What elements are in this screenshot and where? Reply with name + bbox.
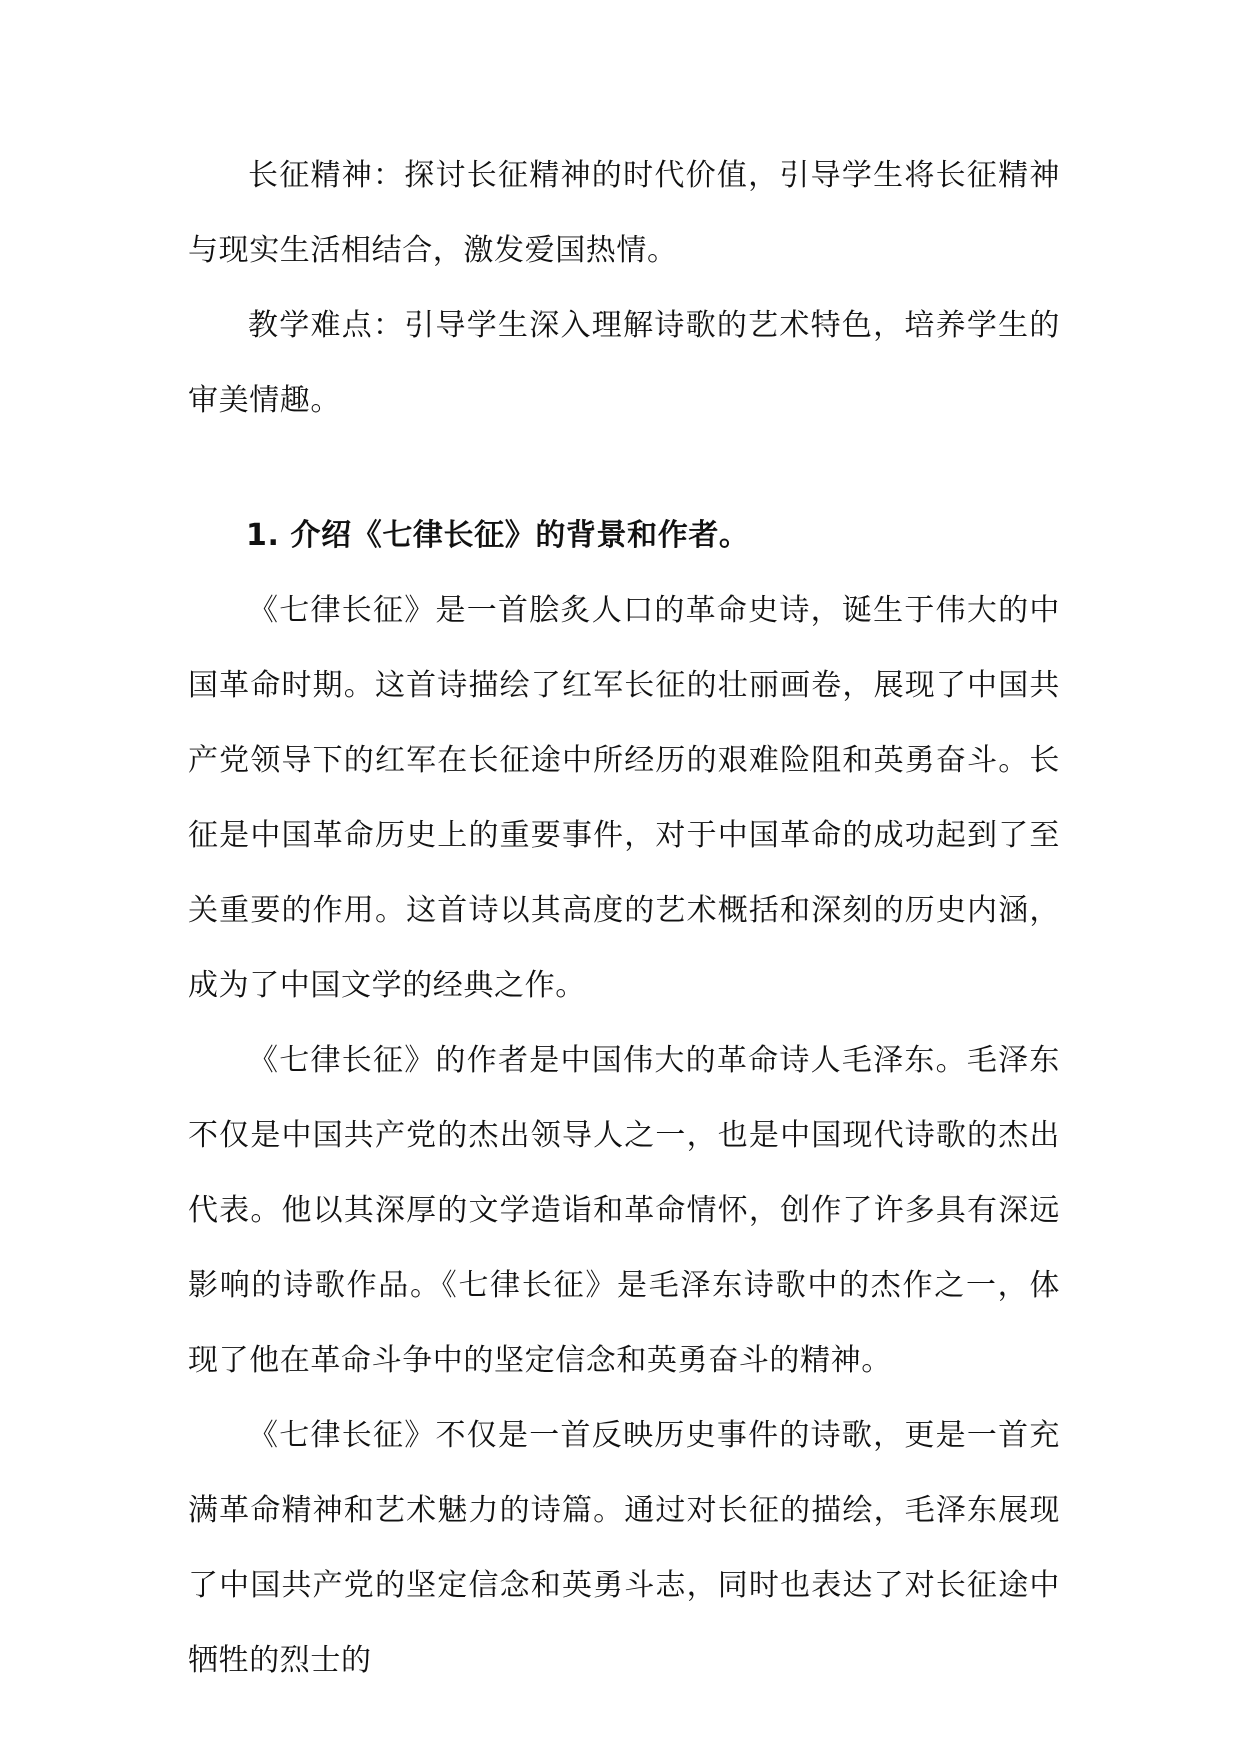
paragraph-background: 《七律长征》是一首脍炙人口的革命史诗，诞生于伟大的中国革命时期。这首诗描绘了红军长征的壮丽画卷，展现了中国共产党领导下的红军在长征途中所经历的艰难险阻和英勇奋斗。长征是中国革命历史上的重要事件，对于中国革命的成功起到了至关重要的作用。这首诗以其高度的艺术概括和深刻的历史内涵，成为了中国文学的经典之作。 [188, 593, 1060, 1003]
paragraph-teaching-difficulty: 教学难点：引导学生深入理解诗歌的艺术特色，培养学生的审美情趣。 [188, 308, 1060, 418]
paragraph-long-march-spirit: 长征精神：探讨长征精神的时代价值，引导学生将长征精神与现实生活相结合，激发爱国热情。 [188, 158, 1060, 268]
section-heading: 1. 介绍《七律长征》的背景和作者。 [246, 518, 750, 553]
paragraph-author: 《七律长征》的作者是中国伟大的革命诗人毛泽东。毛泽东不仅是中国共产党的杰出领导人之一，也是中国现代诗歌的杰出代表。他以其深厚的文学造诣和革命情怀，创作了许多具有深远影响的诗歌作品。《七律长征》是毛泽东诗歌中的杰作之一，体现了他在革命斗争中的坚定信念和英勇奋斗的精神。 [188, 1043, 1060, 1378]
document-body [188, 138, 1060, 1698]
section-gap [188, 438, 1060, 498]
paragraph-significance: 《七律长征》不仅是一首反映历史事件的诗歌，更是一首充满革命精神和艺术魅力的诗篇。通过对长征的描绘，毛泽东展现了中国共产党的坚定信念和英勇斗志，同时也表达了对长征途中牺牲的烈士的 [188, 1418, 1060, 1678]
